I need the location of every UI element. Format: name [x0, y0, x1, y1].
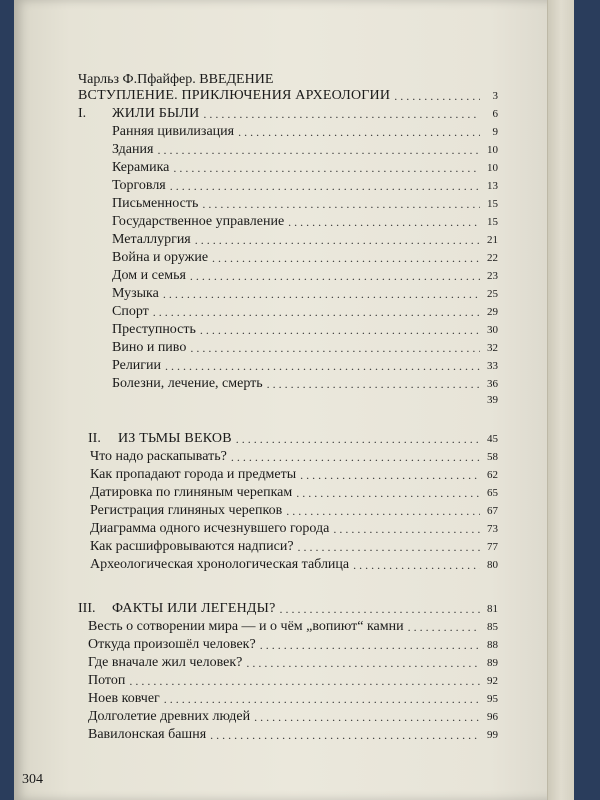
toc-item-page: 15: [487, 216, 498, 228]
toc-item: [78, 672, 498, 690]
section-title: ФАКТЫ ИЛИ ЛЕГЕНДЫ?: [112, 601, 276, 616]
toc-section-heading: [78, 600, 498, 618]
toc-item-title: Керамика: [112, 160, 170, 175]
toc-item: [78, 177, 498, 195]
toc-item-title: Письменность: [112, 196, 199, 211]
section-spacer: [78, 408, 498, 430]
leader-dots: [353, 556, 480, 574]
leader-dots: [254, 708, 480, 726]
toc-item-page: 10: [487, 162, 498, 174]
toc-item-page: 22: [487, 252, 498, 264]
toc-item: [78, 726, 498, 744]
book-page: [14, 0, 574, 800]
leader-dots: [298, 538, 480, 556]
toc-item-page: 77: [487, 541, 498, 553]
toc-item-title: Археологическая хронологическая таблица: [90, 557, 350, 572]
toc-item-page: 89: [487, 657, 498, 669]
toc-entry-title: Чарльз Ф.Пфайфер. ВВЕДЕНИЕ: [78, 72, 274, 87]
toc-item-page: 13: [487, 180, 498, 192]
toc-item-page: 58: [487, 451, 498, 463]
toc-item: [78, 618, 498, 636]
leader-dots: [236, 430, 480, 448]
toc-item-title: Война и оружие: [112, 250, 209, 265]
leader-dots: [157, 141, 480, 159]
toc-item-page: 15: [487, 198, 498, 210]
toc-item-title: Ранняя цивилизация: [112, 124, 235, 139]
toc-item-page: 32: [487, 342, 498, 354]
leader-dots: [163, 285, 480, 303]
leader-dots: [296, 484, 480, 502]
toc-item: [78, 339, 498, 357]
toc-item: [78, 267, 498, 285]
toc-section-heading: [78, 105, 498, 123]
facing-page-edge: [547, 0, 574, 800]
leader-dots: [260, 636, 480, 654]
leader-dots: [394, 87, 480, 105]
toc-item-title: Вино и пиво: [112, 340, 187, 355]
toc-item-title: Государственное управление: [112, 214, 285, 229]
toc-item-title: Что надо раскапывать?: [90, 449, 227, 464]
toc-item-page: 21: [487, 234, 498, 246]
toc-item-page: 85: [487, 621, 498, 633]
toc-item: [78, 303, 498, 321]
toc-item: [78, 654, 498, 672]
leader-dots: [203, 105, 480, 123]
toc-item-title: Весть о сотворении мира — и о чём „вопиют“ камни: [88, 619, 404, 634]
toc-item-title: Датировка по глиняным черепкам: [90, 485, 293, 500]
toc-item-page: 39: [487, 394, 498, 406]
toc-item: [78, 285, 498, 303]
toc-item-page: 65: [487, 487, 498, 499]
toc-item-page: 33: [487, 360, 498, 372]
toc-item-title: Потоп: [88, 673, 126, 688]
section-title: ЖИЛИ БЫЛИ: [112, 106, 200, 121]
leader-dots: [210, 726, 480, 744]
toc-item-page: 88: [487, 639, 498, 651]
leader-dots: [246, 654, 480, 672]
toc-item-title: Здания: [112, 142, 154, 157]
toc-item-title: Религии: [112, 358, 162, 373]
toc-item-title: Вавилонская башня: [88, 727, 207, 742]
leader-dots: [200, 321, 480, 339]
toc-item: [78, 375, 498, 393]
toc-front-row: [78, 72, 498, 87]
toc-item: [78, 556, 498, 574]
toc-item-title: Торговля: [112, 178, 166, 193]
toc-item-title: Где вначале жил человек?: [88, 655, 243, 670]
leader-dots: [164, 690, 480, 708]
leader-dots: [129, 672, 480, 690]
leader-dots: [333, 520, 480, 538]
toc-item-page: 92: [487, 675, 498, 687]
toc-item: [78, 357, 498, 375]
leader-dots: [202, 195, 480, 213]
toc-item: [78, 708, 498, 726]
toc-item-page: 25: [487, 288, 498, 300]
toc-item: [78, 249, 498, 267]
toc-item-page: 80: [487, 559, 498, 571]
toc-item: [78, 466, 498, 484]
leader-dots: [173, 159, 480, 177]
toc-item-title: Долголетие древних людей: [88, 709, 251, 724]
page-number: 304: [22, 772, 43, 787]
section-page: 6: [492, 108, 498, 120]
toc-entry-page: 3: [492, 90, 498, 102]
toc-item-title: Металлургия: [112, 232, 191, 247]
toc-item-title: Регистрация глиняных черепков: [90, 503, 283, 518]
toc-item-page: 95: [487, 693, 498, 705]
toc-item-page: 30: [487, 324, 498, 336]
leader-dots: [231, 448, 480, 466]
leader-dots: [153, 303, 480, 321]
leader-dots: [267, 375, 480, 393]
toc-item-page: 23: [487, 270, 498, 282]
toc-item: [78, 448, 498, 466]
leader-dots: [190, 267, 480, 285]
toc-item-title: Дом и семья: [112, 268, 186, 283]
toc-item-page: 96: [487, 711, 498, 723]
toc-item: [78, 502, 498, 520]
leader-dots: [300, 466, 480, 484]
toc-item-title: Спорт: [112, 304, 149, 319]
section-title: ИЗ ТЬМЫ ВЕКОВ: [118, 431, 232, 446]
toc-item-page: 67: [487, 505, 498, 517]
toc-item: [78, 231, 498, 249]
toc-entry-title: ВСТУПЛЕНИЕ. ПРИКЛЮЧЕНИЯ АРХЕОЛОГИИ: [78, 88, 391, 103]
toc-item-title: Как пропадают города и предметы: [90, 467, 297, 482]
leader-dots: [238, 123, 480, 141]
toc-item-page: 29: [487, 306, 498, 318]
section-page: 81: [487, 603, 498, 615]
toc-front-row: [78, 87, 498, 105]
toc-item: [78, 159, 498, 177]
leader-dots: [286, 502, 480, 520]
toc-item-page: 73: [487, 523, 498, 535]
leader-dots: [190, 339, 480, 357]
section-number: III.: [78, 601, 96, 616]
toc-item: [78, 393, 498, 408]
toc-item-title: Ноев ковчег: [88, 691, 160, 706]
toc-item-title: Преступность: [112, 322, 196, 337]
toc-item: [78, 141, 498, 159]
section-page: 45: [487, 433, 498, 445]
toc-item-page: 10: [487, 144, 498, 156]
toc-item: [78, 123, 498, 141]
toc-item: [78, 636, 498, 654]
section-number: II.: [88, 431, 101, 446]
toc-item: [78, 321, 498, 339]
leader-dots: [165, 357, 480, 375]
section-spacer: [78, 574, 498, 600]
toc-item-page: 9: [492, 126, 498, 138]
toc-item: [78, 520, 498, 538]
leader-dots: [195, 231, 480, 249]
toc-item-page: 99: [487, 729, 498, 741]
toc-item: [78, 213, 498, 231]
toc-item: [78, 484, 498, 502]
toc-item-title: Откуда произошёл человек?: [88, 637, 256, 652]
toc-item-title: Диаграмма одного исчезнувшего города: [90, 521, 330, 536]
toc-item-title: Болезни, лечение, смерть: [112, 376, 263, 391]
toc-item: [78, 538, 498, 556]
leader-dots: [279, 600, 480, 618]
toc-item-title: Как расшифровываются надписи?: [90, 539, 294, 554]
leader-dots: [170, 177, 480, 195]
leader-dots: [212, 249, 480, 267]
table-of-contents: [78, 72, 498, 744]
toc-item: [78, 690, 498, 708]
toc-item-page: 36: [487, 378, 498, 390]
leader-dots: [288, 213, 480, 231]
leader-dots: [408, 618, 480, 636]
toc-item-page: 62: [487, 469, 498, 481]
section-number: I.: [78, 106, 87, 121]
toc-section-heading: [78, 430, 498, 448]
toc-item: [78, 195, 498, 213]
toc-item-title: Музыка: [112, 286, 159, 301]
